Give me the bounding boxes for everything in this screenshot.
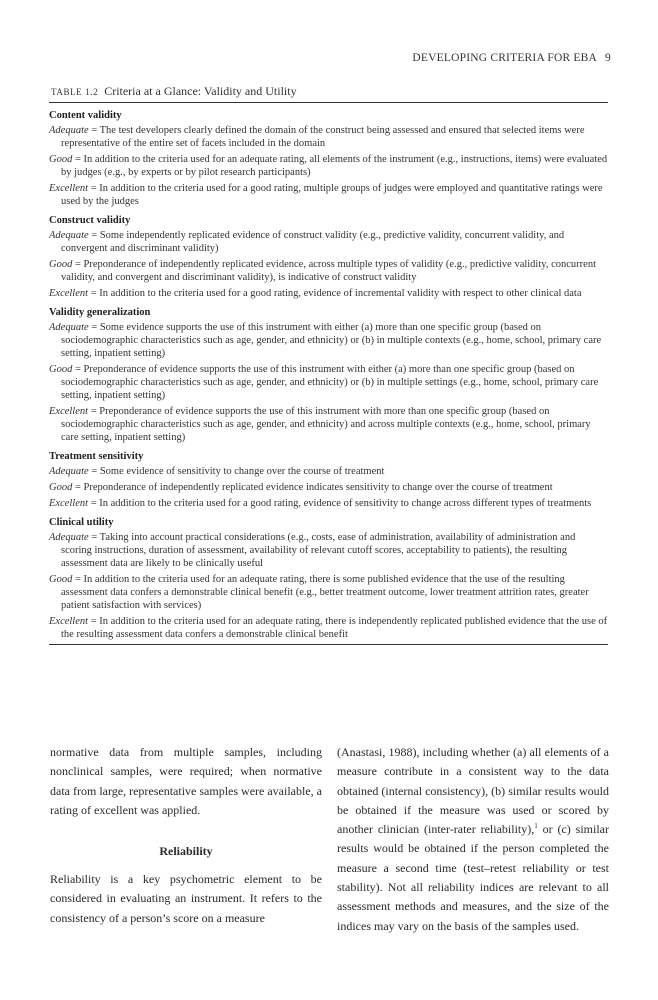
- criterion-text: = In addition to the criteria used for an adequate rating, there is some published evidence that the use of the resulting assessment data confers a demonstrable clinical benefit (e.g., better treatment outcome, lower treatment attrition rates, greater patient satisfaction with services): [61, 574, 589, 611]
- table-bottom-rule: [49, 644, 608, 645]
- criterion-text: = In addition to the criteria used for a good rating, evidence of incremental validity with respect to other clinical data: [88, 288, 582, 299]
- rating-label: Excellent: [49, 183, 89, 194]
- criterion-text: = Some independently replicated evidence of construct validity (e.g., predictive validity, concurrent validity, and convergent and discriminant validity): [61, 230, 565, 254]
- running-title: DEVELOPING CRITERIA FOR EBA: [412, 52, 598, 64]
- rating-label: Excellent: [49, 406, 89, 417]
- criterion-entry: [49, 229, 608, 255]
- section-title: Construct validity: [49, 215, 131, 226]
- table-section: [49, 306, 608, 444]
- table-title: Criteria at a Glance: Validity and Utility: [104, 84, 297, 98]
- criterion-entry: [49, 405, 608, 444]
- rating-label: Excellent: [49, 288, 89, 299]
- criterion-text: = Some evidence of sensitivity to change over the course of treatment: [88, 466, 385, 477]
- rating-label: Adequate: [49, 230, 89, 241]
- criterion-entry: [49, 153, 608, 179]
- rating-label: Adequate: [49, 532, 89, 543]
- rating-label: Good: [49, 482, 73, 493]
- rating-label: Good: [49, 154, 73, 165]
- table-label: TABLE 1.2: [51, 87, 99, 97]
- criterion-entry: [49, 531, 608, 570]
- criterion-text: = Some evidence supports the use of this instrument with either (a) more than one specific group (based on sociodemographic characteristics such as age, gender, and ethnicity) or (b) in multiple contexts (e.g., home, school, primary care setting, inpatient setting): [61, 322, 602, 359]
- running-head: [412, 52, 611, 64]
- rating-label: Adequate: [49, 125, 89, 136]
- table-sections: [49, 109, 608, 641]
- criterion-text: = Preponderance of independently replicated evidence, across multiple types of validity (e.g., predictive validity, concurrent validity, and convergent and discriminant validity), is indicative of construct validity: [61, 259, 596, 283]
- table-section: [49, 516, 608, 641]
- body-column-right: [337, 743, 609, 936]
- page-number: 9: [605, 52, 611, 64]
- body-paragraph: [337, 743, 609, 936]
- criterion-text: = Preponderance of evidence supports the use of this instrument with either (a) more than one specific group (based on sociodemographic characteristics such as age, gender, and ethnicity) or (b) in multiple settings (e.g., home, school, primary care setting, inpatient setting): [61, 364, 599, 401]
- section-title: Validity generalization: [49, 307, 151, 318]
- body-column-left: [50, 743, 322, 928]
- criterion-entry: [49, 363, 608, 402]
- criteria-table: [49, 84, 608, 645]
- table-section: [49, 214, 608, 300]
- table-top-rule: [49, 102, 608, 103]
- body-paragraph: Reliability is a key psychometric element to be considered in evaluating an instrument. It refers to the consistency of a person’s score on a measure: [50, 872, 322, 925]
- criterion-text: = In addition to the criteria used for a good rating, evidence of sensitivity to change across different types of treatments: [88, 498, 592, 509]
- body-text: or (c) similar results would be obtained if the person completed the measure a second time (test–retest reliability or test stability). Not all reliability indices are relevant to all assessment methods and measures, and the size of the indices may vary on the basis of the samples used.: [337, 822, 609, 933]
- rating-label: Adequate: [49, 466, 89, 477]
- criterion-text: = In addition to the criteria used for a good rating, multiple groups of judges were employed and quantitative ratings were used by the judges: [61, 183, 603, 207]
- rating-label: Good: [49, 364, 73, 375]
- criterion-entry: [49, 497, 608, 510]
- criterion-text: = Preponderance of evidence supports the use of this instrument with more than one specific group (based on sociodemographic characteristics such as age, gender, and ethnicity) and across multiple contexts (e.g., home, school, primary care setting, inpatient setting): [61, 406, 591, 443]
- section-title: Clinical utility: [49, 517, 114, 528]
- criterion-text: = The test developers clearly defined the domain of the construct being assessed and ensured that selected items were representative of the entire set of facets included in the domain: [61, 125, 585, 149]
- criterion-entry: [49, 321, 608, 360]
- table-caption: [51, 84, 608, 99]
- criterion-entry: [49, 573, 608, 612]
- section-title: Treatment sensitivity: [49, 451, 144, 462]
- body-text: (Anastasi, 1988), including whether (a) all elements of a measure contribute in a consistent way to the data obtained (internal consistency), (b) similar results would be obtained if the measure was used or scored by another clinician (inter-rater reliability),: [337, 745, 609, 837]
- criterion-text: = In addition to the criteria used for an adequate rating, there is independently replicated published evidence that the use of the resulting assessment data confers a demonstrable clinical benefit: [61, 616, 608, 640]
- rating-label: Excellent: [49, 616, 89, 627]
- table-section: [49, 450, 608, 510]
- rating-label: Good: [49, 259, 73, 270]
- criterion-text: = In addition to the criteria used for an adequate rating, all elements of the instrument (e.g., instructions, items) were evaluated by judges (e.g., by experts or by pilot research participants): [61, 154, 608, 178]
- criterion-entry: [49, 124, 608, 150]
- criterion-entry: [49, 481, 608, 494]
- table-section: [49, 109, 608, 208]
- section-title: Content validity: [49, 110, 122, 121]
- criterion-text: = Preponderance of independently replicated evidence indicates sensitivity to change over the course of treatment: [72, 482, 553, 493]
- criterion-entry: [49, 465, 608, 478]
- criterion-entry: [49, 258, 608, 284]
- section-heading: Reliability: [159, 844, 213, 859]
- rating-label: Good: [49, 574, 73, 585]
- rating-label: Excellent: [49, 498, 89, 509]
- body-paragraph: normative data from multiple samples, including nonclinical samples, were required; when normative data from large, representative samples were available, a rating of excellent was applied.: [50, 745, 322, 817]
- criterion-text: = Taking into account practical considerations (e.g., costs, ease of administration, availability of administration and scoring instructions, duration of assessment, availability of relevant cutoff scores, acceptability to patients), the resulting assessment data are likely to be clinically useful: [61, 532, 576, 569]
- criterion-entry: [49, 615, 608, 641]
- footnote-marker: 1: [534, 822, 538, 831]
- rating-label: Adequate: [49, 322, 89, 333]
- criterion-entry: [49, 287, 608, 300]
- criterion-entry: [49, 182, 608, 208]
